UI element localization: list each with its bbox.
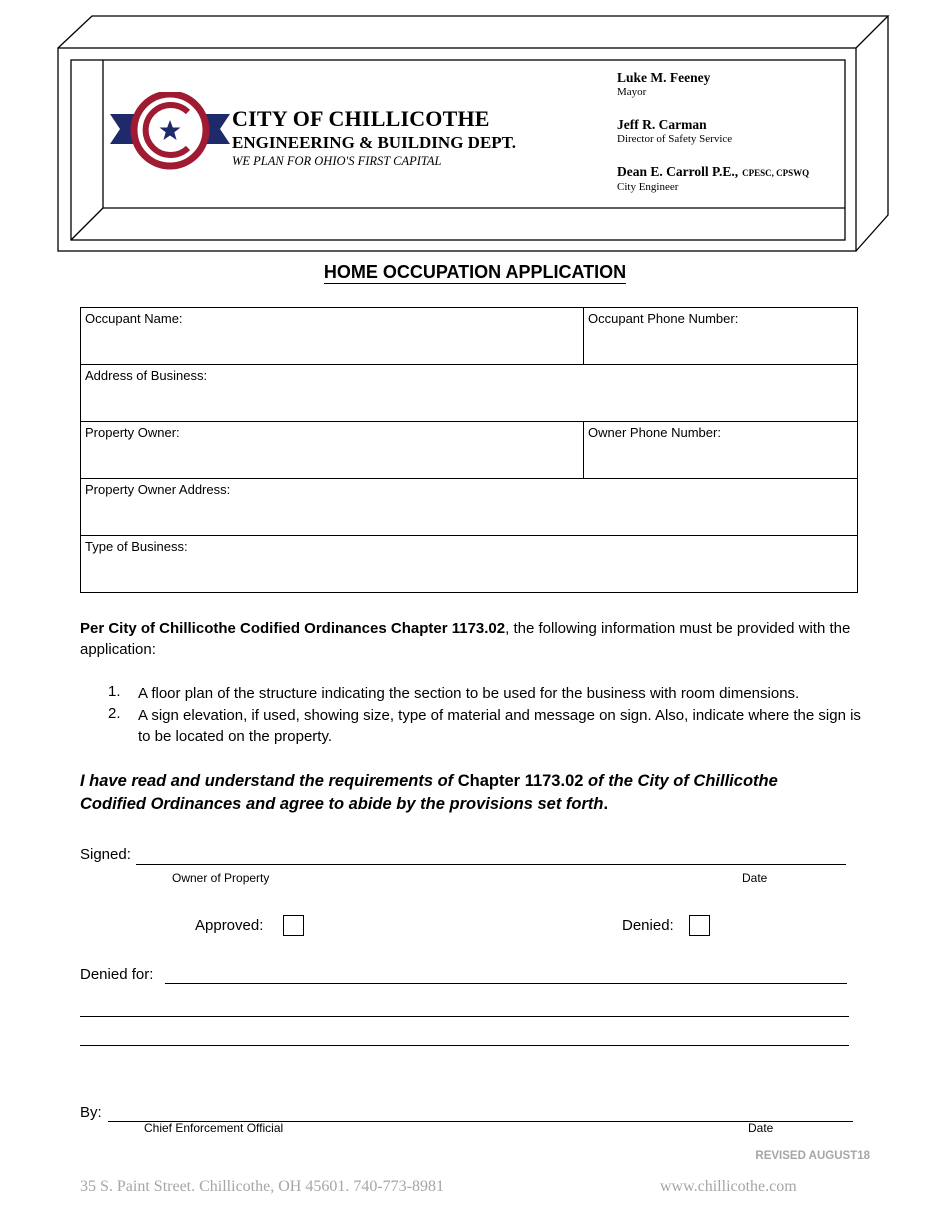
city-name: CITY OF CHILLICOTHE <box>232 106 490 131</box>
occupant-name-label: Occupant Name: <box>85 311 183 326</box>
official-title: Director of Safety Service <box>617 133 733 145</box>
official-city-engineer <box>617 163 809 193</box>
signature-line[interactable] <box>136 864 846 865</box>
tagline: WE PLAN FOR OHIO'S FIRST CAPITAL <box>232 154 442 168</box>
requirement-item: A sign elevation, if used, showing size, type of material and message on sign. Also, indicate where the sign is to be located on the property. <box>138 707 861 745</box>
declaration-text: I have read and understand the requirements of Chapter 1173.02 of the City of Chillicothe Codified Ordinances and agree to abide by the provisions set forth. <box>80 772 778 813</box>
property-owner-label: Property Owner: <box>85 425 180 440</box>
requirement-item: A floor plan of the structure indicating the section to be used for the business with room dimensions. <box>138 685 800 702</box>
signed-label: Signed: <box>80 846 131 863</box>
official-title: City Engineer <box>617 181 679 193</box>
approved-checkbox[interactable] <box>283 915 304 936</box>
approved-label: Approved: <box>195 917 264 934</box>
official-title: Mayor <box>617 86 647 98</box>
requirements-intro-text: , the following information must be provided with the application: <box>80 620 851 658</box>
ordinance-reference: Per City of Chillicothe Codified Ordinances Chapter 1173.02 <box>80 620 506 637</box>
list-number: 1. <box>108 683 121 700</box>
signature-caption: Owner of Property <box>172 871 270 885</box>
official-name: Dean E. Carroll P.E., <box>617 164 739 179</box>
denied-for-line[interactable] <box>80 1045 849 1046</box>
business-address-field[interactable] <box>81 365 858 422</box>
revision-note: REVISED AUGUST18 <box>755 1150 870 1162</box>
owner-address-field[interactable] <box>81 479 858 536</box>
department-name: ENGINEERING & BUILDING DEPT. <box>232 133 517 152</box>
occupant-name-field[interactable] <box>81 308 584 365</box>
owner-phone-label: Owner Phone Number: <box>588 425 721 440</box>
denied-for-label: Denied for: <box>80 966 154 983</box>
official-safety-director <box>617 117 732 145</box>
owner-phone-field[interactable] <box>584 422 858 479</box>
official-name: Luke M. Feeney <box>617 70 711 85</box>
business-type-label: Type of Business: <box>85 539 188 554</box>
business-type-field[interactable] <box>81 536 858 593</box>
official-caption: Chief Enforcement Official <box>144 1121 284 1135</box>
official-mayor <box>617 70 710 98</box>
denied-checkbox[interactable] <box>689 915 710 936</box>
property-owner-field[interactable] <box>81 422 584 479</box>
official-date-caption: Date <box>748 1121 774 1135</box>
official-credentials: CPESC, CPSWQ <box>742 168 810 178</box>
signature-date-caption: Date <box>742 871 768 885</box>
page-title: HOME OCCUPATION APPLICATION <box>323 262 627 282</box>
declaration-chapter: Chapter 1173.02 <box>457 772 584 790</box>
denied-for-line[interactable] <box>80 1016 849 1017</box>
denied-for-line[interactable] <box>165 983 847 984</box>
by-label: By: <box>80 1104 102 1121</box>
official-name: Jeff R. Carman <box>617 117 707 132</box>
footer-website[interactable]: www.chillicothe.com <box>660 1178 797 1195</box>
denied-label: Denied: <box>622 917 674 934</box>
business-address-label: Address of Business: <box>85 368 208 383</box>
list-number: 2. <box>108 705 121 722</box>
application-form-table <box>80 307 858 593</box>
footer-address: 35 S. Paint Street. Chillicothe, OH 45601. 740-773-8981 <box>80 1178 444 1195</box>
occupant-phone-field[interactable] <box>584 308 858 365</box>
owner-address-label: Property Owner Address: <box>85 482 231 497</box>
city-seal-star-icon <box>110 92 230 172</box>
requirements-intro <box>80 618 870 660</box>
occupant-phone-label: Occupant Phone Number: <box>588 311 739 326</box>
